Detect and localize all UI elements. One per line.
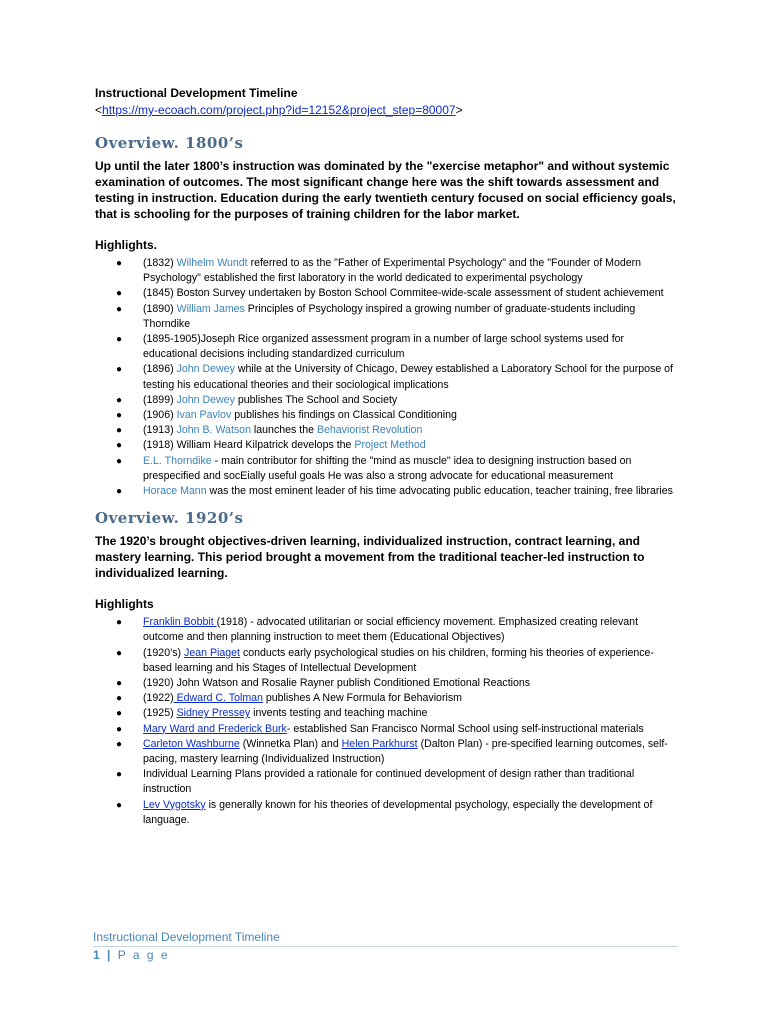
highlights-list-1920s [95, 615, 680, 828]
item-text: (1895-1905)Joseph Rice organized assessment program in a number of large school systems used for educational decisions including standardized curriculum [143, 333, 625, 361]
person-link[interactable]: Sidney Pressey [176, 707, 251, 720]
bullet-icon: ● [116, 723, 123, 735]
item-text: (Winnetka Plan) and [239, 737, 342, 750]
list-item [95, 286, 680, 301]
bullet-icon: ● [116, 693, 123, 705]
bullet-icon: ● [116, 303, 123, 315]
list-item [95, 438, 680, 453]
list-item [95, 676, 680, 691]
item-text: launches the [250, 424, 317, 437]
person-name[interactable]: Horace Mann [143, 485, 207, 498]
person-name[interactable]: E.L. Thorndike [143, 454, 212, 467]
bullet-icon: ● [116, 678, 123, 690]
person-name[interactable]: Project Method [354, 439, 426, 452]
list-item [95, 423, 680, 438]
bullet-icon: ● [116, 440, 123, 452]
person-name[interactable]: John Dewey [176, 393, 235, 406]
list-item [95, 302, 680, 332]
bullet-icon: ● [116, 455, 123, 467]
list-item [95, 646, 680, 676]
person-name[interactable]: William James [176, 302, 245, 315]
item-text: (1920’s) [143, 646, 185, 659]
intro-1920s: The 1920’s brought objectives-driven learning, individualized instruction, contract learning, and mastery learning. This period brought a movement from the traditional teacher-led instruction to individualized learning. [95, 534, 645, 581]
item-text: (1920) John Watson and Rosalie Rayner publish Conditioned Emotional Reactions [143, 677, 531, 690]
intro-1800s: Up until the later 1800’s instruction was dominated by the "exercise metaphor" and without systemic examination of outcomes. The most significant change here was the shift towards assessment and testing in instruction. Education during the early twentieth century focused on social efficiency goals, that is schooling for the purposes of training children for the labor market. [95, 159, 676, 221]
list-item [95, 454, 680, 484]
item-text: (1899) [143, 393, 177, 406]
list-item [95, 393, 680, 408]
list-item [95, 256, 680, 286]
list-item [95, 737, 680, 767]
item-text: - main contributor for shifting the "mind as muscle" idea to designing instruction based on prespecified and socEially useful goals He was also a strong advocate for educational measurement [143, 454, 632, 482]
person-link[interactable]: Jean Piaget [184, 646, 240, 659]
item-text: referred to as the "Father of Experimental Psychology" and the "Founder of Modern Psychology" established the first laboratory in the world dedicated to experimental psychology [143, 257, 642, 285]
person-link[interactable]: Franklin Bobbit [143, 616, 217, 629]
item-text: (1918) William Heard Kilpatrick develops the [143, 439, 355, 452]
bullet-icon: ● [116, 258, 123, 269]
item-text: (1845) Boston Survey undertaken by Boston School Commitee-wide-scale assessment of student achievement [143, 287, 664, 300]
person-name[interactable]: John Dewey [176, 363, 235, 376]
list-item [95, 691, 680, 706]
item-text: (1890) [143, 302, 177, 315]
item-text: conducts early psychological studies on his children, forming his theories of experience-based learning and his Stages of Intellectual Development [143, 646, 654, 674]
item-text: (1925) [143, 707, 177, 720]
person-link[interactable]: Carleton Washburne [143, 737, 240, 750]
bullet-icon: ● [116, 364, 123, 376]
item-text: while at the University of Chicago, Dewey established a Laboratory School for the purpose of testing his educational theories and their sociological implications [143, 363, 673, 391]
bullet-icon: ● [116, 334, 123, 346]
person-name[interactable]: Ivan Pavlov [176, 409, 232, 422]
bullet-icon: ● [116, 647, 123, 659]
person-link[interactable]: Lev Vygotsky [143, 798, 206, 811]
bullet-icon: ● [116, 738, 123, 750]
bullet-icon: ● [116, 799, 123, 811]
item-text: (1896) [143, 363, 177, 376]
topic-name[interactable]: Behaviorist Revolution [316, 424, 423, 437]
bullet-icon: ● [116, 617, 123, 629]
item-text: (1922) [143, 692, 174, 705]
item-text: is generally known for his theories of developmental psychology, especially the development of language. [143, 798, 653, 826]
person-name[interactable]: Wilhelm Wundt [176, 257, 248, 269]
bullet-icon: ● [116, 288, 123, 300]
item-text: (1918) - advocated utilitarian or social efficiency movement. Emphasized creating relevant outcome and then planning instruction to meet them (Educational Objectives) [143, 616, 639, 644]
url-close-bracket: > [455, 103, 463, 117]
page-number-value: 1 [93, 948, 102, 962]
item-text: was the most eminent leader of his time advocating public education, teacher training, free libraries [206, 485, 673, 498]
bullet-icon: ● [116, 425, 123, 437]
item-text: - established San Francisco Normal School using self-instructional materials [286, 722, 644, 735]
item-text: (1832) [143, 257, 177, 269]
page-label: P a g e [117, 948, 170, 962]
list-item [95, 615, 680, 645]
person-link[interactable]: Edward C. Tolman [173, 692, 263, 705]
list-item [95, 332, 680, 362]
list-item [95, 767, 680, 797]
bullet-icon: ● [116, 708, 123, 720]
person-link[interactable]: Mary Ward and Frederick Burk [143, 722, 287, 735]
item-text: (1906) [143, 409, 177, 422]
list-item [95, 722, 680, 737]
bullet-icon: ● [116, 410, 123, 422]
item-text: (Dalton Plan) - pre-specified learning outcomes, self-pacing, mastery learning (Individualized Instruction) [143, 737, 668, 766]
source-url-line [95, 103, 680, 118]
list-item [95, 798, 680, 828]
item-text: publishes his findings on Classical Conditioning [231, 409, 457, 422]
person-link[interactable]: Helen Parkhurst [341, 737, 418, 750]
section-heading-1920s: Overview. 1920’s [95, 509, 244, 528]
bullet-icon: ● [116, 769, 123, 781]
document-title: Instructional Development Timeline [95, 86, 298, 100]
source-url-link[interactable]: https://my-ecoach.com/project.php?id=12152&project_step=80007 [102, 103, 456, 117]
page-number-separator: | [107, 948, 113, 962]
page-number [93, 948, 170, 962]
section-heading-1800s: Overview. 1800’s [95, 134, 244, 152]
url-open-bracket: < [95, 103, 103, 117]
list-item [95, 706, 680, 721]
footer-divider [93, 946, 678, 947]
item-text: (1913) [143, 424, 177, 437]
item-text: Individual Learning Plans provided a rationale for continued development of design rather than traditional instruction [143, 768, 635, 796]
bullet-icon: ● [116, 394, 123, 406]
page-content [95, 86, 680, 828]
person-name[interactable]: John B. Watson [176, 424, 251, 437]
highlights-heading-1920s: Highlights [95, 597, 154, 612]
highlights-list-1800s [95, 256, 680, 499]
highlights-heading-1800s: Highlights. [95, 238, 157, 252]
item-text: Principles of Psychology inspired a growing number of graduate-students including Thorndike [143, 302, 636, 330]
item-text: publishes A New Formula for Behaviorism [262, 692, 462, 705]
list-item [95, 362, 680, 392]
list-item [95, 408, 680, 423]
item-text: invents testing and teaching machine [250, 707, 428, 720]
footer-title: Instructional Development Timeline [93, 930, 280, 944]
item-text: publishes The School and Society [234, 393, 398, 406]
bullet-icon: ● [116, 486, 123, 498]
list-item [95, 484, 680, 499]
